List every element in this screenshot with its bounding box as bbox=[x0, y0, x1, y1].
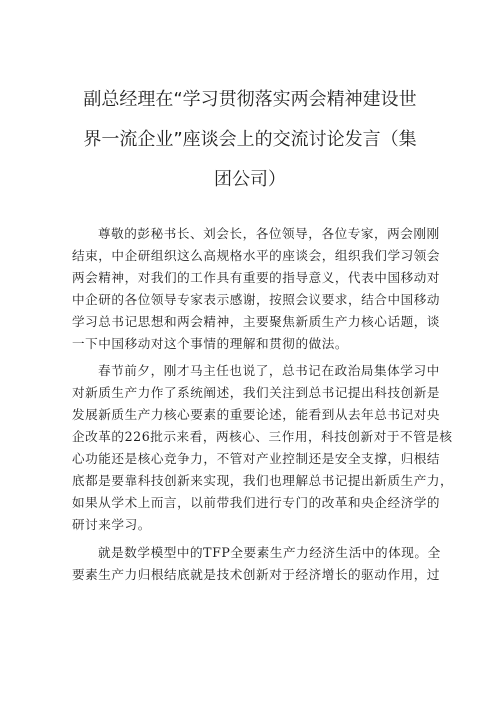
paragraph-line: 对新质生产力作了系统阐述，我们关注到总书记提出科技创新是 bbox=[72, 385, 441, 400]
document-title-line-1: 副总经理在“学习贯彻落实两会精神建设世 bbox=[83, 89, 417, 110]
paragraph-line: 发展新质生产力核心要素的重要论述，能看到从去年总书记对央 bbox=[72, 407, 441, 422]
paragraph-line: 心功能还是核心竞争力，不管对产业控制还是安全支撑，归根结 bbox=[72, 451, 441, 466]
paragraph-line: 中企研的各位领导专家表示感谢，按照会议要求，结合中国移动 bbox=[72, 292, 441, 307]
paragraph-line: 就是数学模型中的TFP全要素生产力经济生活中的体现。全 bbox=[98, 545, 441, 560]
paragraph-line: 如果从学术上而言，以前带我们进行专门的改革和央企经济学的 bbox=[72, 495, 441, 510]
paragraph-line: 研讨来学习。 bbox=[72, 517, 151, 532]
paragraph-line: 两会精神，对我们的工作具有重要的指导意义，代表中国移动对 bbox=[72, 270, 441, 285]
paragraph-line: 结束，中企研组织这么高规格水平的座谈会，组织我们学习领会 bbox=[72, 248, 441, 263]
paragraph-line: 学习总书记思想和两会精神，主要聚焦新质生产力核心话题，谈 bbox=[72, 314, 441, 329]
paragraph-line: 企改革的226批示来看，两核心、三作用，科技创新对于不管是核 bbox=[72, 429, 453, 444]
paragraph-line: 尊敬的彭秘书长、刘会长，各位领导，各位专家，两会刚刚 bbox=[98, 226, 440, 241]
paragraph-line: 要素生产力归根结底就是技术创新对于经济增长的驱动作用，过 bbox=[72, 567, 441, 582]
paragraph-line: 一下中国移动对这个事情的理解和贯彻的做法。 bbox=[72, 336, 349, 351]
paragraph-line: 春节前夕，刚才马主任也说了，总书记在政治局集体学习中 bbox=[98, 363, 440, 378]
document-title-line-2: 界一流企业”座谈会上的交流讨论发言（集 bbox=[83, 129, 417, 150]
document-title-line-3: 团公司） bbox=[214, 169, 286, 190]
paragraph-line: 底都是要靠科技创新来实现，我们也理解总书记提出新质生产力， bbox=[72, 473, 454, 488]
